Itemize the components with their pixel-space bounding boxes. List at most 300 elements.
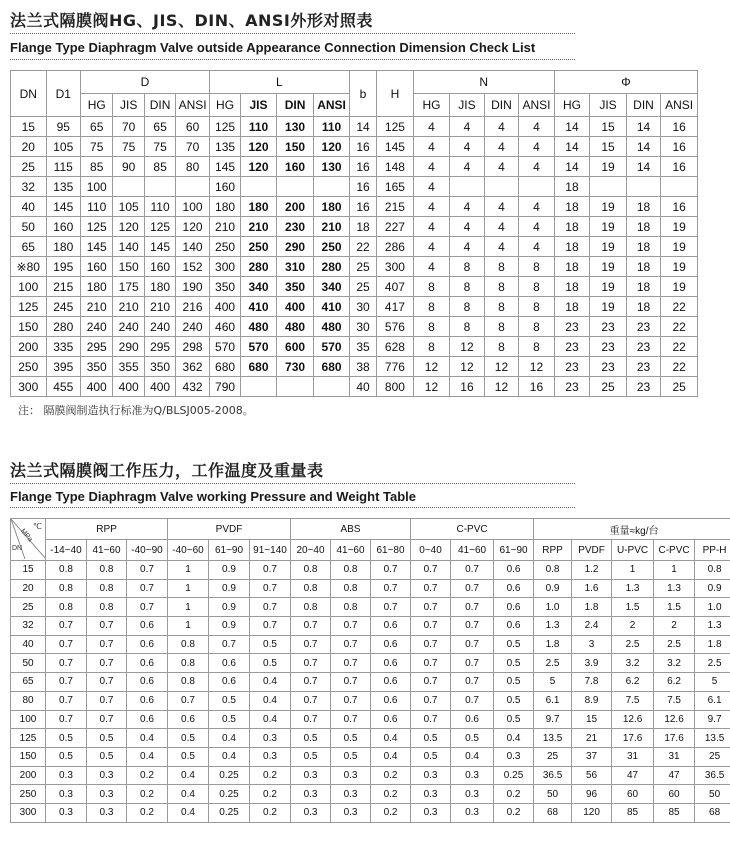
table-cell: 0.5 [87,747,127,766]
table-cell: 56 [572,766,612,785]
table-cell: 12 [484,357,518,377]
table-cell: 145 [144,237,175,257]
table-cell: 210 [209,217,240,237]
table-cell: 110 [314,117,350,137]
table-cell: 31 [612,747,654,766]
table-cell: 148 [377,157,414,177]
table-cell: 125 [11,297,47,317]
table-cell: 180 [314,197,350,217]
table-cell: 0.5 [451,729,494,748]
subheader-cell: -40~90 [127,540,168,561]
table-cell: 0.5 [494,710,534,729]
table-cell: 1.8 [534,635,572,654]
table-cell [241,177,277,197]
subheader-cell: -14~40 [46,540,87,561]
table-cell: 240 [113,317,144,337]
dn-cell: 20 [11,579,46,598]
table-cell: 680 [314,357,350,377]
table-cell: 0.25 [209,785,250,804]
table-cell: 0.9 [209,598,250,617]
table-cell: 4 [484,157,518,177]
table-cell: 150 [113,257,144,277]
table-cell: 18 [626,277,660,297]
table-cell: 14 [626,137,660,157]
table-cell: 240 [144,317,175,337]
header-d1: D1 [46,71,80,117]
table-cell: 19 [661,217,698,237]
corner-header-cell [11,519,46,561]
table-cell: 1 [168,561,209,580]
corner-temp-label: ℃ [33,522,42,531]
table-cell: 180 [144,277,175,297]
table-cell: 0.3 [451,785,494,804]
table-cell: 0.3 [411,785,451,804]
header-l: L [209,71,349,94]
table-cell [661,177,698,197]
divider [10,33,575,34]
table-cell: 1 [168,617,209,636]
table-cell: 12 [413,357,450,377]
table-cell: 0.5 [168,729,209,748]
subheader-cell: 61~80 [371,540,411,561]
table-cell: 20 [11,137,47,157]
table-cell: 250 [11,357,47,377]
table-cell: 4 [413,217,450,237]
table-cell: 570 [241,337,277,357]
table-cell: 160 [144,257,175,277]
table-cell: 0.6 [451,710,494,729]
table-row [11,137,698,157]
table-cell [484,177,518,197]
table-cell: 23 [554,357,590,377]
table-cell: 68 [695,803,730,822]
table-cell: 4 [413,237,450,257]
table-cell: 0.7 [87,673,127,692]
table-cell: 18 [554,277,590,297]
table-cell: 355 [113,357,144,377]
table-cell: 0.5 [250,635,291,654]
table-cell: 290 [276,237,314,257]
table-cell: 130 [276,117,314,137]
table-cell: 85 [612,803,654,822]
table-cell: 240 [80,317,112,337]
table-cell: 0.7 [411,673,451,692]
corner-dn-label: DN [12,545,23,552]
table-cell: 8 [450,257,484,277]
dn-cell: 25 [11,598,46,617]
table-cell: 96 [572,785,612,804]
table-cell: 570 [314,337,350,357]
table-cell: 410 [314,297,350,317]
table-cell: 18 [554,257,590,277]
table-cell: 60 [612,785,654,804]
table-cell: 250 [241,237,277,257]
table-cell: 115 [46,157,80,177]
table-cell: 1.3 [534,617,572,636]
table-cell: 3.9 [572,654,612,673]
dimension-table [10,70,698,397]
table-cell: 0.7 [331,710,371,729]
table-cell: 9.7 [695,710,730,729]
table-cell: 70 [176,137,210,157]
subheader-cell: 61~90 [494,540,534,561]
subheader-hg: HG [209,94,240,117]
table-cell: 25 [695,747,730,766]
table-cell: 65 [80,117,112,137]
table-cell: 4 [450,217,484,237]
table-cell: 195 [46,257,80,277]
table-cell: 16 [661,197,698,217]
table-cell: 0.5 [494,635,534,654]
table-cell: 400 [276,297,314,317]
table-cell: 65 [144,117,175,137]
table-cell: 0.7 [46,673,87,692]
table-cell: 0.6 [168,710,209,729]
table-cell: 1 [654,561,695,580]
table-cell: 0.7 [331,635,371,654]
subheader-cell: 91~140 [250,540,291,561]
table-row [11,710,730,729]
table-cell: 400 [80,377,112,397]
subheader-ansi: ANSI [176,94,210,117]
table-cell: 395 [46,357,80,377]
table-row [11,297,698,317]
table-cell: 0.9 [534,579,572,598]
table-cell: 0.7 [87,635,127,654]
table-cell: 280 [241,257,277,277]
table-cell: 19 [661,257,698,277]
table-cell: 0.8 [168,635,209,654]
table-cell: 0.7 [411,561,451,580]
subheader-cell: 41~60 [87,540,127,561]
table-cell [144,177,175,197]
table-cell: 0.3 [46,766,87,785]
table-cell: 0.3 [411,803,451,822]
table-cell: 210 [80,297,112,317]
table-cell: 8 [413,297,450,317]
table-cell: 14 [626,117,660,137]
table-cell: 1.8 [695,635,730,654]
table-cell: 0.7 [451,561,494,580]
table-cell: 13.5 [534,729,572,748]
table-cell: 250 [209,237,240,257]
table-cell: 70 [113,117,144,137]
table-cell: 290 [113,337,144,357]
table-cell: 175 [113,277,144,297]
table-cell: 0.7 [371,579,411,598]
table-cell: 4 [413,117,450,137]
table-cell: 110 [241,117,277,137]
subheader-hg: HG [413,94,450,117]
table-cell: 0.5 [291,747,331,766]
table-cell: 18 [626,197,660,217]
table-cell: 0.3 [331,785,371,804]
table-cell: 0.7 [46,691,87,710]
table-cell: 0.8 [331,561,371,580]
table-cell: 350 [144,357,175,377]
table-cell: 60 [176,117,210,137]
table-cell: 0.8 [168,654,209,673]
dn-cell: 250 [11,785,46,804]
dn-cell: 80 [11,691,46,710]
table-cell: 23 [626,337,660,357]
table-cell: 0.4 [209,747,250,766]
table-row [11,691,730,710]
table-cell [626,177,660,197]
table-cell: 8 [484,317,518,337]
table-cell: 0.9 [695,579,730,598]
standard-note: 注： 隔膜阀制造执行标准为Q/BLSJ005-2008。 [18,404,254,417]
subheader-cell: PVDF [572,540,612,561]
dn-cell: 300 [11,803,46,822]
table-cell: 1.0 [695,598,730,617]
table-cell: 0.25 [209,766,250,785]
table-cell: 47 [612,766,654,785]
table-cell: 16 [349,137,376,157]
table-cell: 0.3 [87,785,127,804]
table-cell: 0.6 [371,654,411,673]
table-cell: 15 [590,137,627,157]
table-cell: 100 [176,197,210,217]
table-cell: 0.7 [291,710,331,729]
table-cell: 0.8 [46,561,87,580]
pressure-weight-table [10,518,730,823]
table-cell: 14 [626,157,660,177]
subheader-ansi: ANSI [519,94,555,117]
table-cell: 14 [554,157,590,177]
table-cell: 0.7 [127,561,168,580]
table-cell: 0.5 [209,691,250,710]
table-cell: 0.7 [87,654,127,673]
table-cell: 0.8 [695,561,730,580]
table-row [11,598,730,617]
table-cell: 140 [113,237,144,257]
table-cell: 180 [80,277,112,297]
table-cell: 8 [413,337,450,357]
table-cell: 1.3 [612,579,654,598]
table-cell: 16 [450,377,484,397]
table-cell: 0.7 [250,561,291,580]
table-cell: 1 [612,561,654,580]
table-row [11,277,698,297]
table-cell: 145 [377,137,414,157]
dn-cell: 40 [11,635,46,654]
table-cell: 4 [519,197,555,217]
table-cell: 85 [654,803,695,822]
table-cell: 4 [519,157,555,177]
table-cell: 95 [46,117,80,137]
divider [10,59,575,60]
table-cell: 37 [572,747,612,766]
table-cell: 8 [519,297,555,317]
table-cell: 0.5 [87,729,127,748]
table-cell: 120 [176,217,210,237]
table-cell: 12 [484,377,518,397]
table-cell: 0.7 [46,635,87,654]
table-cell: 6.1 [534,691,572,710]
table-cell: 19 [590,297,627,317]
table-cell: 13.5 [695,729,730,748]
table-cell: 0.6 [127,617,168,636]
table-cell: 16 [661,137,698,157]
table-cell: 8 [484,297,518,317]
table-cell: 0.7 [291,673,331,692]
table-cell: 0.8 [46,579,87,598]
table-cell: 0.4 [494,729,534,748]
table-cell: 0.8 [291,598,331,617]
table-cell: 7.5 [654,691,695,710]
table-cell: 0.4 [371,747,411,766]
table-cell: 210 [314,217,350,237]
table-cell: 0.7 [411,710,451,729]
table-cell: 23 [554,337,590,357]
table-cell: 8 [450,317,484,337]
table-cell: 0.7 [451,654,494,673]
table-cell: 4 [484,197,518,217]
table-cell: 16 [349,177,376,197]
subheader-cell: RPP [534,540,572,561]
subheader-cell: 41~60 [451,540,494,561]
header-b: b [349,71,376,117]
table-cell: 1.6 [572,579,612,598]
table-cell: 335 [46,337,80,357]
subheader-cell: PP-H [695,540,730,561]
table-cell: 0.7 [87,691,127,710]
table-cell: 0.7 [168,691,209,710]
table-cell: 36.5 [695,766,730,785]
table-cell: 0.2 [250,766,291,785]
table-cell: 120 [314,137,350,157]
table-cell: 12.6 [654,710,695,729]
table-row [11,635,730,654]
table-cell: 18 [554,237,590,257]
divider [10,483,575,484]
table-cell: 230 [276,217,314,237]
table-cell: 152 [176,257,210,277]
table-cell: 135 [209,137,240,157]
table-cell: 350 [80,357,112,377]
table-cell: 180 [209,197,240,217]
table-cell: 7.5 [612,691,654,710]
table-cell: 68 [534,803,572,822]
table-row [11,673,730,692]
table-cell: 0.7 [451,598,494,617]
table-cell: 0.4 [168,785,209,804]
table-cell: 4 [413,177,450,197]
table-cell: 18 [626,217,660,237]
table-cell: 0.4 [168,766,209,785]
table-cell: 4 [450,117,484,137]
table-cell: 23 [626,317,660,337]
table-cell: 0.2 [127,785,168,804]
table-cell: 0.3 [250,747,291,766]
table-cell: 60 [654,785,695,804]
table-cell: 16 [661,157,698,177]
table-cell: 0.5 [411,747,451,766]
table-cell: 100 [80,177,112,197]
group-pvdf: PVDF [168,519,291,540]
table-cell: 216 [176,297,210,317]
table-cell: 18 [626,237,660,257]
table-cell: 150 [276,137,314,157]
table-cell: 0.6 [494,617,534,636]
subheader-din: DIN [144,94,175,117]
table-cell: 8 [484,337,518,357]
table-cell: 0.6 [494,579,534,598]
table-cell: 4 [484,217,518,237]
table-cell: 0.3 [291,803,331,822]
table-row [11,337,698,357]
table-cell: 16 [349,157,376,177]
table-cell: 576 [377,317,414,337]
dn-cell: 65 [11,673,46,692]
table-cell: 0.8 [291,561,331,580]
table-cell: 22 [661,337,698,357]
table-cell: 180 [46,237,80,257]
table-cell: 4 [450,197,484,217]
table-cell: 150 [11,317,47,337]
table-row [11,357,698,377]
table-cell: 0.2 [250,803,291,822]
table-cell: 0.7 [46,654,87,673]
table-row [11,729,730,748]
table-cell: 0.9 [209,561,250,580]
table-cell: 25 [661,377,698,397]
table-cell: 30 [349,297,376,317]
table-cell: 0.4 [127,729,168,748]
table-cell: 0.7 [411,598,451,617]
table-cell: 0.7 [291,691,331,710]
table-cell: 340 [314,277,350,297]
table-cell: 8 [450,277,484,297]
table-cell: 0.8 [168,673,209,692]
table-cell: 0.2 [371,785,411,804]
table-row [11,117,698,137]
table-cell: 340 [241,277,277,297]
table-cell [176,177,210,197]
table-cell: 0.7 [451,617,494,636]
table-cell: 417 [377,297,414,317]
table-cell: 350 [209,277,240,297]
table-cell: 4 [519,237,555,257]
table-cell: 23 [554,377,590,397]
header-h: H [377,71,414,117]
table-cell: 8 [413,277,450,297]
subheader-jis: JIS [241,94,277,117]
table-cell: 4 [413,157,450,177]
table-cell: 0.4 [451,747,494,766]
table-cell: 4 [484,237,518,257]
header-d: D [80,71,209,94]
table-cell: 120 [572,803,612,822]
table-cell: 0.7 [331,691,371,710]
table-cell: 18 [626,257,660,277]
table-cell: 22 [661,357,698,377]
group-rpp: RPP [46,519,168,540]
table-cell: 0.7 [451,673,494,692]
table-cell: 1 [168,598,209,617]
table-cell: 0.7 [127,598,168,617]
table-cell: 17.6 [654,729,695,748]
table-cell: 22 [349,237,376,257]
table-cell: 50 [534,785,572,804]
table-cell: 680 [241,357,277,377]
table-cell: 0.5 [168,747,209,766]
table-cell: 227 [377,217,414,237]
table-cell: 4 [450,157,484,177]
table-cell: 0.7 [451,635,494,654]
table-cell: 680 [209,357,240,377]
